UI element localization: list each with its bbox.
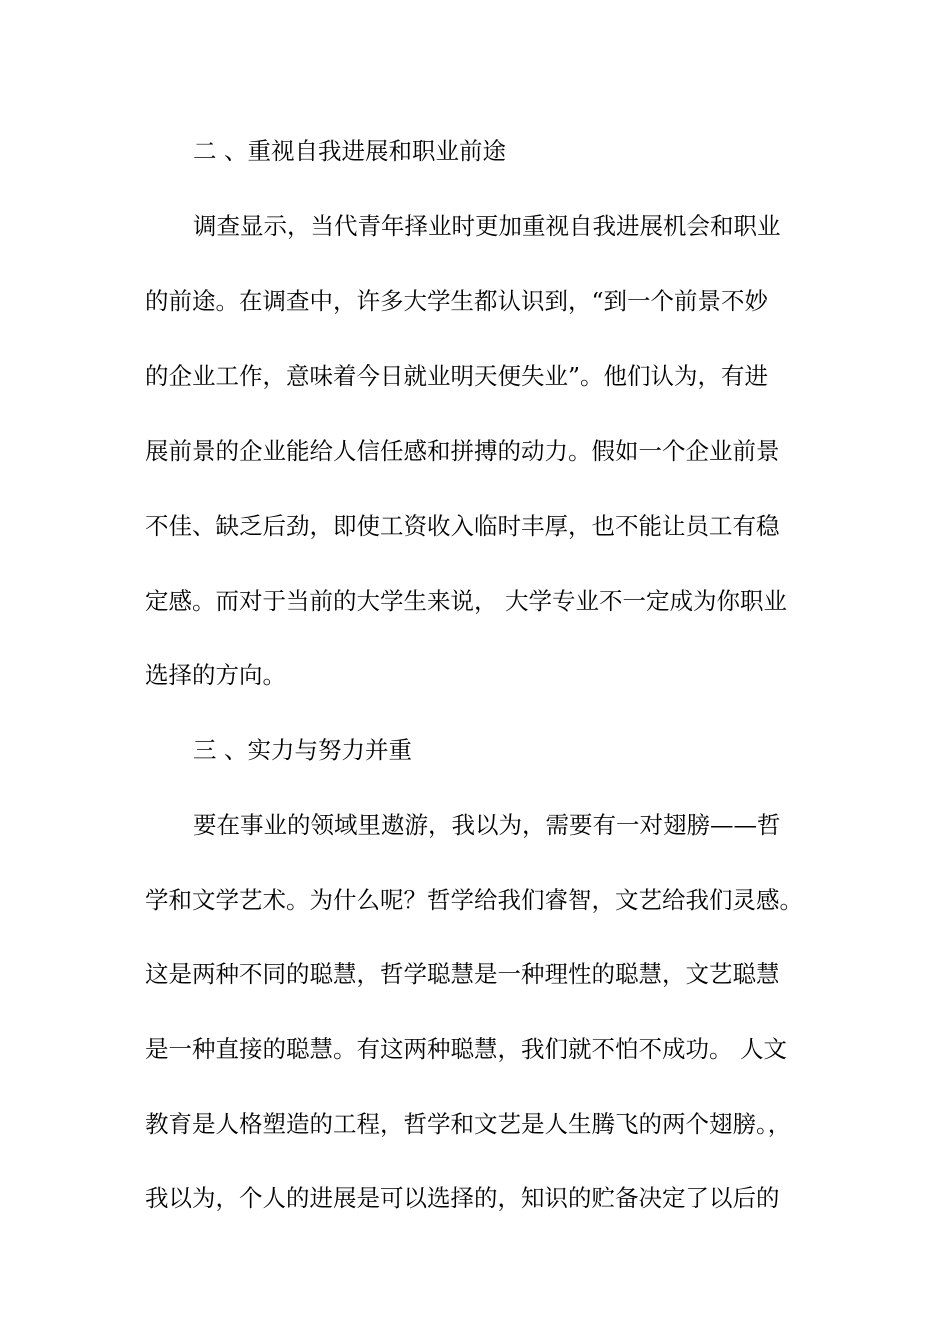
paragraph-line: 学和文学艺术。为什么呢？哲学给我们睿智，文艺给我们灵感。 xyxy=(145,886,803,914)
paragraph-line: 教育是人格塑造的工程，哲学和文艺是人生腾飞的两个翅膀。， xyxy=(145,1110,792,1138)
paragraph-line: 要在事业的领域里遨游，我以为，需要有一对翅膀——哲 xyxy=(193,811,781,839)
section-heading-3: 三 、实力与努力并重 xyxy=(193,736,412,764)
paragraph-line: 的企业工作，意味着今日就业明天便失业”。他们认为，有进 xyxy=(145,362,769,390)
paragraph-line: 是一种直接的聪慧。有这两种聪慧，我们就不怕不成功。 人文 xyxy=(145,1035,787,1063)
paragraph-line: 的前途。在调查中，许多大学生都认识到，“到一个前景不妙 xyxy=(145,287,769,315)
paragraph-line: 展前景的企业能给人信任感和拼搏的动力。假如一个企业前景 xyxy=(145,437,780,465)
paragraph-line: 我以为，个人的进展是可以选择的，知识的贮备决定了以后的 xyxy=(145,1184,780,1212)
paragraph-line: 选择的方向。 xyxy=(145,661,286,689)
section-heading-2: 二 、重视自我进展和职业前途 xyxy=(193,137,506,165)
paragraph-line: 这是两种不同的聪慧，哲学聪慧是一种理性的聪慧，文艺聪慧 xyxy=(145,960,780,988)
paragraph-line: 定感。而对于当前的大学生来说， 大学专业不一定成为你职业 xyxy=(145,587,787,615)
paragraph-line: 调查显示，当代青年择业时更加重视自我进展机会和职业 xyxy=(193,212,781,240)
paragraph-line: 不佳、缺乏后劲，即使工资收入临时丰厚，也不能让员工有稳 xyxy=(145,512,780,540)
